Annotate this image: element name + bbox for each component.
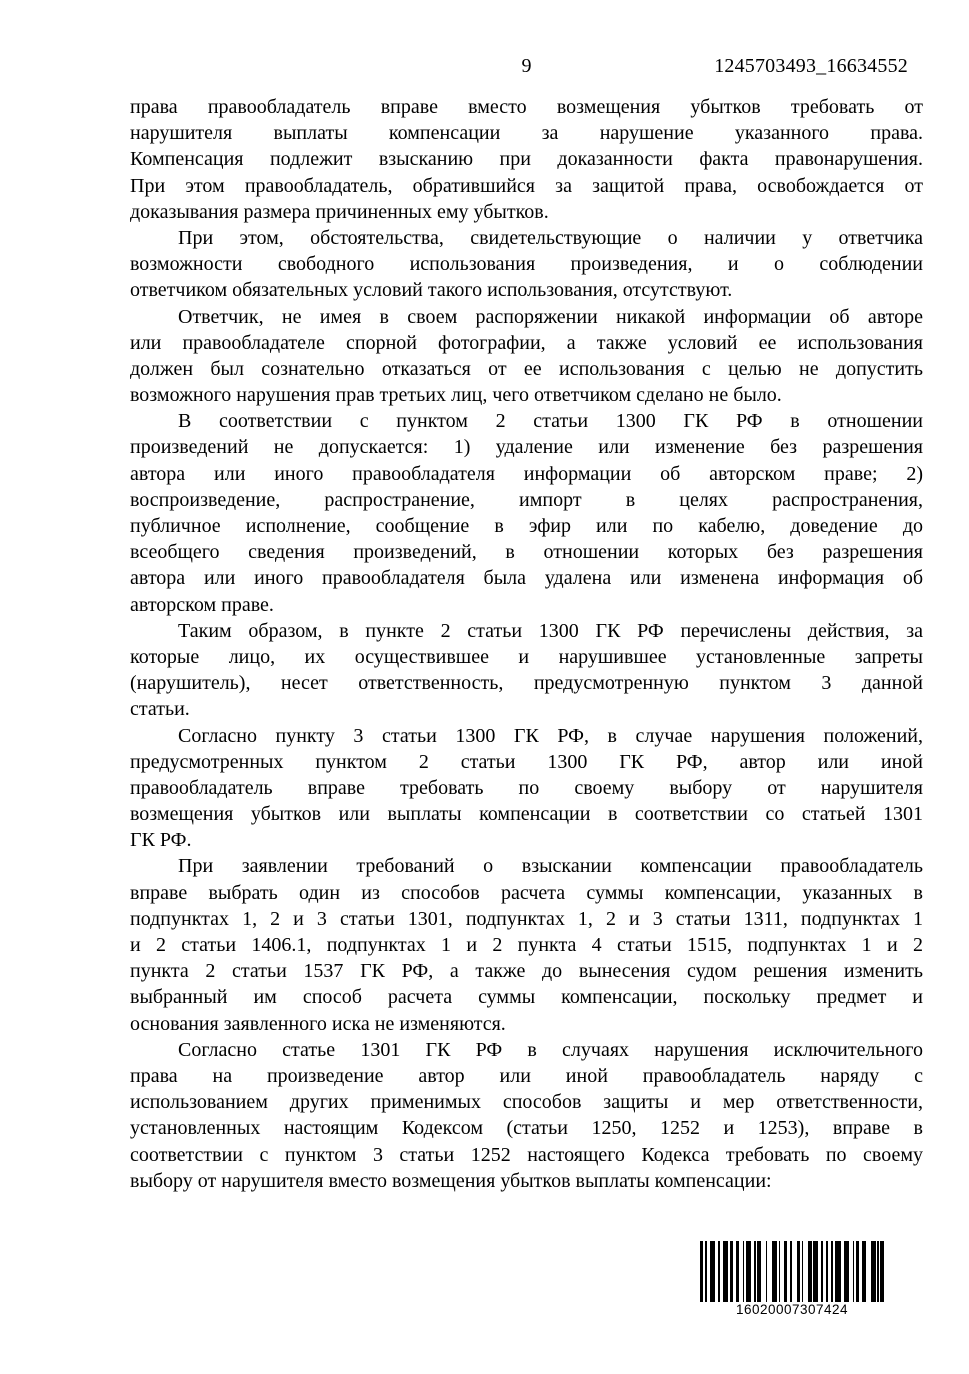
barcode-number: 16020007307424 — [735, 1302, 849, 1317]
text-line: При этом правообладатель, обратившийся за защитой права, освобождается от — [130, 174, 923, 197]
text-line: В соответствии с пунктом 2 статьи 1300 ГК РФ в отношении — [178, 410, 923, 433]
text-line: вправе выбрать один из способов расчета суммы компенсации, указанных в — [130, 881, 923, 904]
text-line: права правообладатель вправе вместо возмещения убытков требовать от — [130, 96, 923, 118]
text-line: автора или иного правообладателя информации об авторском праве; 2) — [130, 462, 923, 485]
text-line: нарушителя выплаты компенсации за нарушение указанного права. — [130, 122, 923, 145]
text-line: При этом, обстоятельства, свидетельствующие о наличии у ответчика — [178, 226, 923, 249]
text-line: подпунктах 1, 2 и 3 статьи 1301, подпунктах 1, 2 и 3 статьи 1311, подпунктах 1 — [130, 907, 923, 930]
paragraph — [130, 408, 923, 618]
text-line: или правообладателе спорной фотографии, а также условий ее использования — [130, 331, 923, 354]
text-line: Согласно статье 1301 ГК РФ в случаях нарушения исключительного — [178, 1038, 923, 1061]
text-line: установленных настоящим Кодексом (статьи 1250, 1252 и 1253), вправе в — [130, 1117, 923, 1140]
text-line: правообладатель вправе требовать по своему выбору от нарушителя — [130, 776, 923, 799]
paragraph — [130, 1037, 923, 1194]
text-line: возможности свободного использования произведения, и о соблюдении — [130, 253, 923, 276]
paragraph — [130, 304, 923, 409]
text-line: выбранный им способ расчета суммы компенсации, поскольку предмет и — [130, 986, 923, 1009]
text-line: должен был сознательно отказаться от ее использования с целью не допустить — [130, 357, 923, 380]
text-line: Таким образом, в пункте 2 статьи 1300 ГК РФ перечислены действия, за — [178, 619, 923, 642]
text-line: которые лицо, их осуществившее и нарушившее установленные запреты — [130, 645, 923, 668]
text-line: права на произведение автор или иной правообладатель наряду с — [130, 1064, 923, 1087]
text-line: основания заявленного иска не изменяются. — [130, 1012, 506, 1035]
text-line: публичное исполнение, сообщение в эфир или по кабелю, доведение до — [130, 515, 923, 537]
paragraph — [130, 618, 923, 723]
barcode-block — [700, 1241, 884, 1317]
paragraph — [130, 853, 923, 1036]
text-line: ГК РФ. — [130, 829, 192, 852]
text-line: воспроизведение, распространение, импорт в целях распространения, — [130, 488, 923, 511]
text-line: использованием других применимых способов защиты и мер ответственности, — [130, 1091, 923, 1114]
text-line: соответствии с пунктом 3 статьи 1252 настоящего Кодекса требовать по своему — [130, 1143, 923, 1166]
paragraph — [130, 225, 923, 304]
text-line: доказывания размера причиненных ему убытков. — [130, 200, 549, 223]
text-line: пункта 2 статьи 1537 ГК РФ, а также до вынесения судом решения изменить — [130, 960, 923, 983]
text-line: и 2 статьи 1406.1, подпунктах 1 и 2 пункта 4 статьи 1515, подпунктах 1 и 2 — [130, 934, 923, 956]
text-line: Согласно пункту 3 статьи 1300 ГК РФ, в случае нарушения положений, — [178, 724, 923, 747]
paragraph — [130, 94, 923, 225]
barcode-icon — [700, 1241, 884, 1302]
page-number: 9 — [521, 55, 532, 77]
text-line: произведений не допускается: 1) удаление или изменение без разрешения — [130, 436, 923, 459]
text-line: При заявлении требований о взыскании компенсации правообладатель — [178, 855, 923, 878]
text-line: статьи. — [130, 698, 190, 721]
text-line: возмещения убытков или выплаты компенсации в соответствии со статьей 1301 — [130, 803, 923, 826]
text-line: Ответчик, не имея в своем распоряжении никакой информации об авторе — [178, 305, 923, 328]
text-line: авторском праве. — [130, 593, 274, 616]
text-line: (нарушитель), несет ответственность, предусмотренную пунктом 3 данной — [130, 672, 923, 695]
text-line: всеобщего сведения произведений, в отношении которых без разрешения — [130, 541, 923, 564]
document-id: 1245703493_16634552 — [714, 55, 908, 77]
document-body-text — [130, 94, 923, 1194]
text-line: ответчиком обязательных условий такого использования, отсутствуют. — [130, 279, 733, 302]
paragraph — [130, 723, 923, 854]
text-line: предусмотренных пунктом 2 статьи 1300 ГК РФ, автор или иной — [130, 750, 923, 773]
text-line: Компенсация подлежит взысканию при доказанности факта правонарушения. — [130, 148, 923, 171]
text-line: автора или иного правообладателя была удалена или изменена информация об — [130, 567, 923, 590]
text-line: выбору от нарушителя вместо возмещения убытков выплаты компенсации: — [130, 1169, 772, 1192]
text-line: возможного нарушения прав третьих лиц, чего ответчиком сделано не было. — [130, 384, 782, 407]
barcode-bar — [880, 1241, 883, 1302]
